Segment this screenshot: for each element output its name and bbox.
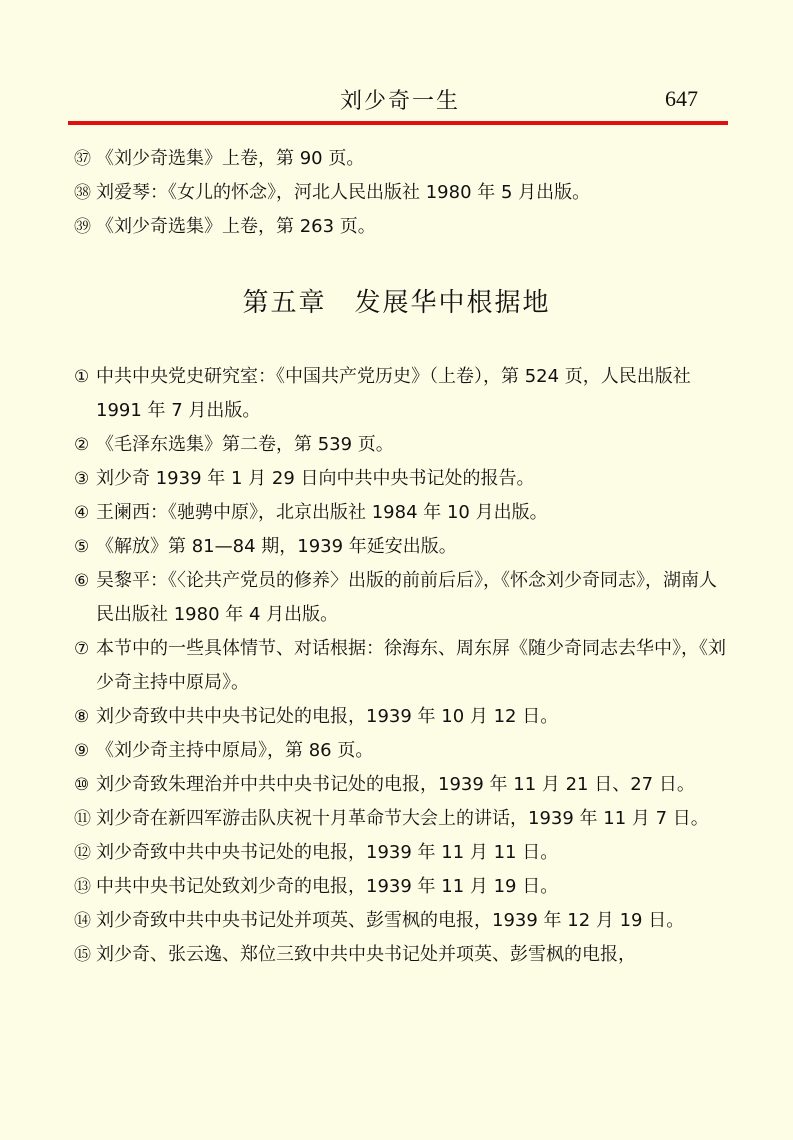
previous-chapter-notes [74, 142, 734, 244]
note-item [74, 836, 734, 870]
note-text: 王阑西：《驰骋中原》，北京出版社 1984 年 10 月出版。 [96, 502, 548, 523]
note-item [74, 870, 734, 904]
note-item [74, 938, 734, 972]
note-number: ㊲ [74, 149, 91, 169]
note-item [74, 210, 734, 244]
note-item [74, 530, 734, 564]
note-text: 《刘少奇选集》上卷，第 90 页。 [96, 148, 365, 169]
note-text: 刘少奇、张云逸、郑位三致中共中央书记处并项英、彭雪枫的电报， [96, 944, 636, 965]
note-text: 刘少奇在新四军游击队庆祝十月革命节大会上的讲话，1939 年 11 月 7 日。 [96, 808, 709, 829]
note-item [74, 360, 734, 428]
note-item [74, 142, 734, 176]
note-number: ① [74, 367, 90, 387]
note-text: 《刘少奇主持中原局》，第 86 页。 [96, 740, 374, 761]
note-item [74, 428, 734, 462]
note-text: 中共中央党史研究室：《中国共产党历史》（上卷），第 524 页，人民出版社 1991 年 7 月出版。 [96, 366, 691, 421]
note-number: ㊳ [74, 183, 91, 203]
note-text: 《解放》第 81—84 期，1939 年延安出版。 [96, 536, 457, 557]
note-text: 刘少奇致中共中央书记处并项英、彭雪枫的电报，1939 年 12 月 19 日。 [96, 910, 685, 931]
note-number: ④ [74, 503, 90, 523]
note-text: 《刘少奇选集》上卷，第 263 页。 [96, 216, 376, 237]
note-item [74, 802, 734, 836]
note-item [74, 496, 734, 530]
note-number: ⑨ [74, 741, 90, 761]
note-text: 本节中的一些具体情节、对话根据：徐海东、周东屏《随少奇同志去华中》，《刘少奇主持中原局》。 [96, 638, 726, 693]
chapter-title: 第五章 发展华中根据地 [242, 288, 551, 318]
note-text: 刘少奇 1939 年 1 月 29 日向中共中央书记处的报告。 [96, 468, 535, 489]
note-number: ⑪ [74, 809, 91, 829]
note-item [74, 734, 734, 768]
note-text: 吴黎平：《〈论共产党员的修养〉出版的前前后后》，《怀念刘少奇同志》，湖南人民出版社 1980 年 4 月出版。 [96, 570, 717, 625]
note-text: 《毛泽东选集》第二卷，第 539 页。 [96, 434, 394, 455]
note-text: 刘少奇致中共中央书记处的电报，1939 年 10 月 12 日。 [96, 706, 559, 727]
note-item [74, 564, 734, 632]
note-number: ⑬ [74, 877, 91, 897]
page-number: 647 [665, 86, 698, 111]
note-number: ⑦ [74, 639, 90, 659]
note-item [74, 632, 734, 700]
note-number: ⑮ [74, 945, 91, 965]
note-text: 中共中央书记处致刘少奇的电报，1939 年 11 月 19 日。 [96, 876, 559, 897]
note-number: ⑤ [74, 537, 90, 557]
chapter-notes [74, 360, 734, 972]
note-text: 刘少奇致中共中央书记处的电报，1939 年 11 月 11 日。 [96, 842, 559, 863]
note-item [74, 768, 734, 802]
note-number: ⑥ [74, 571, 90, 591]
note-number: ② [74, 435, 90, 455]
note-item [74, 700, 734, 734]
header-rule [68, 121, 728, 125]
running-header [68, 84, 728, 124]
note-text: 刘少奇致朱理治并中共中央书记处的电报，1939 年 11 月 21 日、27 日。 [96, 774, 695, 795]
note-number: ③ [74, 469, 90, 489]
note-item [74, 462, 734, 496]
note-text: 刘爱琴：《女儿的怀念》，河北人民出版社 1980 年 5 月出版。 [96, 182, 591, 203]
note-number: ⑭ [74, 911, 91, 931]
note-number: ⑩ [74, 775, 90, 795]
note-number: ⑫ [74, 843, 91, 863]
note-number: ㊴ [74, 217, 91, 237]
note-number: ⑧ [74, 707, 90, 727]
note-item [74, 904, 734, 938]
note-item [74, 176, 734, 210]
book-title: 刘少奇一生 [340, 89, 461, 114]
